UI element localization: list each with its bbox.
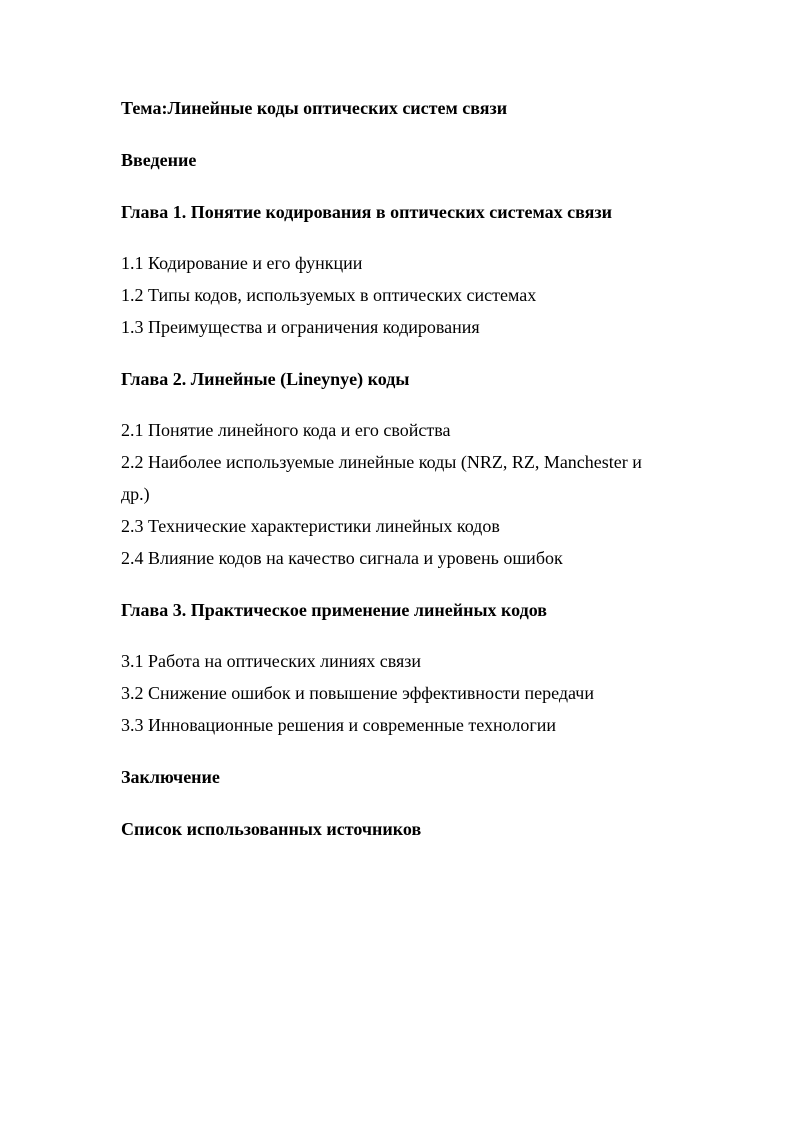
list-item: 3.3 Инновационные решения и современные технологии (121, 715, 556, 735)
list-item: 2.3 Технические характеристики линейных кодов (121, 516, 500, 536)
list-item: 2.1 Понятие линейного кода и его свойства (121, 420, 451, 440)
list-item: 2.4 Влияние кодов на качество сигнала и уровень ошибок (121, 548, 563, 568)
list-item: 3.2 Снижение ошибок и повышение эффективности передачи (121, 683, 594, 703)
chapter-1-heading: Глава 1. Понятие кодирования в оптических системах связи (121, 202, 612, 222)
list-item: 1.1 Кодирование и его функции (121, 253, 363, 273)
list-item: 1.2 Типы кодов, используемых в оптических системах (121, 285, 537, 305)
chapter-2-heading: Глава 2. Линейные (Lineynye) коды (121, 369, 410, 389)
section-references: Список использованных источников (121, 819, 422, 839)
list-item-continuation: др.) (121, 484, 150, 504)
list-item: 2.2 Наиболее используемые линейные коды (NRZ, RZ, Manchester и (121, 452, 642, 472)
list-item: 3.1 Работа на оптических линиях связи (121, 651, 422, 671)
section-conclusion: Заключение (121, 767, 220, 787)
chapter-3-heading: Глава 3. Практическое применение линейных кодов (121, 600, 548, 620)
document-title: Тема:Линейные коды оптических систем связи (121, 98, 508, 118)
list-item: 1.3 Преимущества и ограничения кодирования (121, 317, 480, 337)
section-introduction: Введение (121, 150, 197, 170)
